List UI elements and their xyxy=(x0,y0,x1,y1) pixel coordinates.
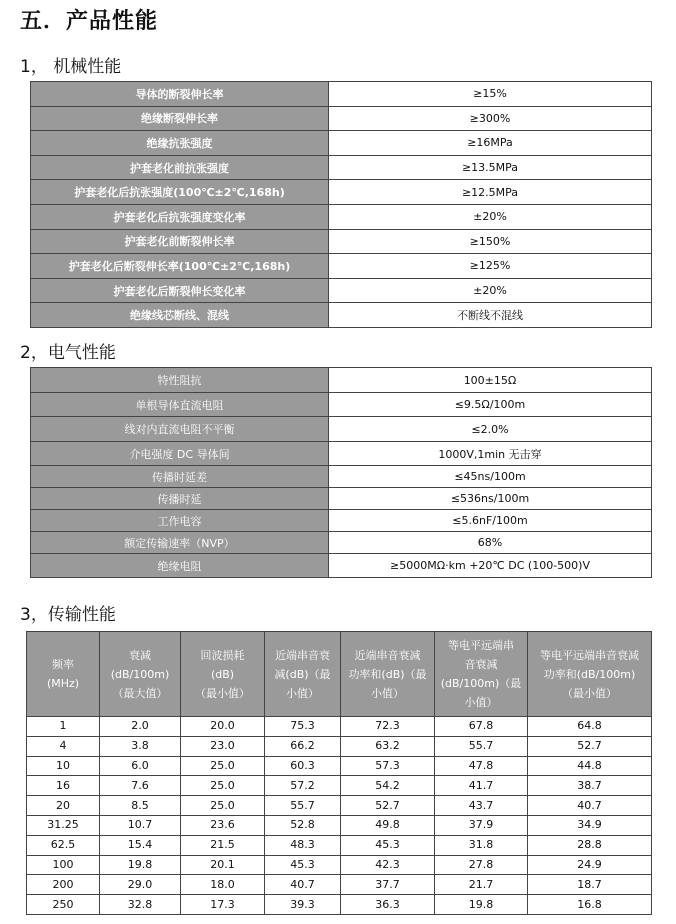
table-cell: 49.8 xyxy=(341,815,435,835)
table-row xyxy=(31,554,652,578)
table-cell: 16.8 xyxy=(528,895,652,915)
property-label: 工作电容 xyxy=(31,510,329,532)
table-row xyxy=(31,532,652,554)
table-cell: 34.9 xyxy=(528,815,652,835)
table-cell: 20.1 xyxy=(181,855,265,875)
table-row xyxy=(31,106,652,131)
table-row xyxy=(27,776,652,796)
table-cell: 23.0 xyxy=(181,736,265,756)
column-header-line: 小值） xyxy=(371,686,404,700)
table-cell: 25.0 xyxy=(181,796,265,816)
table-cell: 25.0 xyxy=(181,756,265,776)
column-header xyxy=(528,632,652,717)
table-cell: 66.2 xyxy=(265,736,341,756)
property-value: ≤5.6nF/100m xyxy=(329,510,652,532)
table-cell: 57.2 xyxy=(265,776,341,796)
electrical-table xyxy=(30,367,652,578)
column-header xyxy=(100,632,181,717)
table-row xyxy=(27,835,652,855)
table-cell: 200 xyxy=(27,875,100,895)
table-cell: 20 xyxy=(27,796,100,816)
column-header-line: 小值） xyxy=(286,686,319,700)
property-value: ≤2.0% xyxy=(329,417,652,442)
table-cell: 63.2 xyxy=(341,736,435,756)
table-cell: 10.7 xyxy=(100,815,181,835)
table-cell: 29.0 xyxy=(100,875,181,895)
table-row xyxy=(27,796,652,816)
property-label: 护套老化后抗张强度变化率 xyxy=(31,204,329,229)
column-header-line: (MHz) xyxy=(46,677,80,690)
property-value: ≥15% xyxy=(329,82,652,107)
table-cell: 6.0 xyxy=(100,756,181,776)
page-title: 五．产品性能 xyxy=(20,9,159,34)
mechanical-table xyxy=(30,81,652,328)
table-row xyxy=(31,442,652,466)
table-cell: 52.7 xyxy=(528,736,652,756)
table-cell: 7.6 xyxy=(100,776,181,796)
table-cell: 31.25 xyxy=(27,815,100,835)
property-value: ≥125% xyxy=(329,254,652,279)
table-row xyxy=(31,488,652,510)
table-row xyxy=(27,855,652,875)
table-cell: 45.3 xyxy=(265,855,341,875)
transmission-table xyxy=(26,631,652,915)
property-value: ≥13.5MPa xyxy=(329,155,652,180)
table-cell: 27.8 xyxy=(435,855,528,875)
table-cell: 43.7 xyxy=(435,796,528,816)
column-header xyxy=(435,632,528,717)
table-cell: 16 xyxy=(27,776,100,796)
column-header xyxy=(181,632,265,717)
table-row xyxy=(31,368,652,393)
table-cell: 18.7 xyxy=(528,875,652,895)
column-header-line: 回波损耗 xyxy=(200,648,245,662)
table-cell: 20.0 xyxy=(181,717,265,737)
column-header-line: 等电平远端串 xyxy=(448,639,514,652)
table-row xyxy=(31,303,652,328)
property-label: 传播时延差 xyxy=(31,466,329,488)
property-value: ≤536ns/100m xyxy=(329,488,652,510)
table-cell: 40.7 xyxy=(265,875,341,895)
property-value: ≥16MPa xyxy=(329,131,652,156)
table-cell: 25.0 xyxy=(181,776,265,796)
table-row xyxy=(27,756,652,776)
table-cell: 100 xyxy=(27,855,100,875)
table-row xyxy=(31,180,652,205)
property-label: 护套老化前抗张强度 xyxy=(31,155,329,180)
column-header-line: (dB/100m)（最 xyxy=(440,677,522,690)
property-value: ≥12.5MPa xyxy=(329,180,652,205)
table-cell: 15.4 xyxy=(100,835,181,855)
property-label: 传播时延 xyxy=(31,488,329,510)
table-cell: 62.5 xyxy=(27,835,100,855)
table-cell: 41.7 xyxy=(435,776,528,796)
table-row xyxy=(31,510,652,532)
property-value: ≥150% xyxy=(329,229,652,254)
table-cell: 55.7 xyxy=(435,736,528,756)
column-header xyxy=(341,632,435,717)
table-cell: 31.8 xyxy=(435,835,528,855)
table-cell: 32.8 xyxy=(100,895,181,915)
column-header-line: (dB/100m) xyxy=(110,667,170,681)
table-cell: 21.5 xyxy=(181,835,265,855)
property-value: ≥5000MΩ·km +20℃ DC (100-500)V xyxy=(329,554,652,578)
table-row xyxy=(31,393,652,417)
table-row xyxy=(31,278,652,303)
table-cell: 48.3 xyxy=(265,835,341,855)
table-cell: 18.0 xyxy=(181,875,265,895)
column-header-line: 近端串音衰 xyxy=(275,648,330,662)
table-cell: 64.8 xyxy=(528,717,652,737)
table-cell: 44.8 xyxy=(528,756,652,776)
table-cell: 39.3 xyxy=(265,895,341,915)
table-row xyxy=(31,229,652,254)
property-value: ≤45ns/100m xyxy=(329,466,652,488)
property-value: 68% xyxy=(329,532,652,554)
table-row xyxy=(27,895,652,915)
table-cell: 72.3 xyxy=(341,717,435,737)
electrical-heading: 2，电气性能 xyxy=(20,343,116,363)
table-cell: 10 xyxy=(27,756,100,776)
property-label: 绝缘抗张强度 xyxy=(31,131,329,156)
table-cell: 250 xyxy=(27,895,100,915)
table-cell: 54.2 xyxy=(341,776,435,796)
property-value: ≤9.5Ω/100m xyxy=(329,393,652,417)
mechanical-heading: 1， 机械性能 xyxy=(20,57,122,77)
column-header-line: 衰减 xyxy=(129,648,151,662)
table-row xyxy=(31,131,652,156)
property-value: ±20% xyxy=(329,278,652,303)
table-cell: 19.8 xyxy=(435,895,528,915)
transmission-heading: 3，传输性能 xyxy=(20,605,116,625)
table-cell: 37.7 xyxy=(341,875,435,895)
property-value: 1000V,1min 无击穿 xyxy=(329,442,652,466)
column-header xyxy=(265,632,341,717)
table-cell: 42.3 xyxy=(341,855,435,875)
table-cell: 3.8 xyxy=(100,736,181,756)
property-value: ≥300% xyxy=(329,106,652,131)
table-cell: 55.7 xyxy=(265,796,341,816)
property-value: ±20% xyxy=(329,204,652,229)
table-cell: 38.7 xyxy=(528,776,652,796)
table-cell: 1 xyxy=(27,717,100,737)
table-cell: 36.3 xyxy=(341,895,435,915)
column-header-line: 等电平远端串音衰减 xyxy=(540,648,639,662)
table-row xyxy=(31,466,652,488)
table-row xyxy=(31,155,652,180)
table-cell: 60.3 xyxy=(265,756,341,776)
column-header-line: （最小值） xyxy=(195,686,250,700)
column-header-line: 近端串音衰减 xyxy=(354,648,421,662)
property-label: 单根导体直流电阻 xyxy=(31,393,329,417)
column-header-line: (dB) xyxy=(210,667,235,681)
table-cell: 52.8 xyxy=(265,815,341,835)
column-header-line: （最小值） xyxy=(562,686,617,700)
column-header xyxy=(27,632,100,717)
property-label: 护套老化前断裂伸长率 xyxy=(31,229,329,254)
table-cell: 47.8 xyxy=(435,756,528,776)
table-cell: 8.5 xyxy=(100,796,181,816)
property-label: 绝缘电阻 xyxy=(31,554,329,578)
column-header-line: 功率和(dB/100m) xyxy=(543,667,636,681)
property-label: 护套老化后断裂伸长率(100℃±2℃,168h) xyxy=(31,254,329,279)
table-cell: 57.3 xyxy=(341,756,435,776)
property-label: 绝缘断裂伸长率 xyxy=(31,106,329,131)
table-cell: 23.6 xyxy=(181,815,265,835)
column-header-line: 小值） xyxy=(464,696,498,709)
table-cell: 75.3 xyxy=(265,717,341,737)
table-row xyxy=(31,204,652,229)
property-label: 额定传输速率（NVP） xyxy=(31,532,329,554)
table-cell: 52.7 xyxy=(341,796,435,816)
table-row xyxy=(27,736,652,756)
property-label: 介电强度 DC 导体间 xyxy=(31,442,329,466)
property-label: 导体的断裂伸长率 xyxy=(31,82,329,107)
table-cell: 21.7 xyxy=(435,875,528,895)
table-cell: 4 xyxy=(27,736,100,756)
column-header-line: 音衰减 xyxy=(464,658,498,671)
property-label: 特性阻抗 xyxy=(31,368,329,393)
table-row xyxy=(27,717,652,737)
table-cell: 19.8 xyxy=(100,855,181,875)
column-header-line: 功率和(dB)（最 xyxy=(348,667,427,681)
property-label: 绝缘线芯断线、混线 xyxy=(31,303,329,328)
property-value: 100±15Ω xyxy=(329,368,652,393)
table-cell: 2.0 xyxy=(100,717,181,737)
column-header-line: 频率 xyxy=(52,658,74,671)
table-row xyxy=(27,815,652,835)
table-cell: 17.3 xyxy=(181,895,265,915)
table-cell: 37.9 xyxy=(435,815,528,835)
table-cell: 40.7 xyxy=(528,796,652,816)
table-row xyxy=(31,254,652,279)
column-header-line: （最大值） xyxy=(112,686,168,700)
property-label: 护套老化后断裂伸长变化率 xyxy=(31,278,329,303)
property-value: 不断线不混线 xyxy=(329,303,652,328)
table-row xyxy=(31,82,652,107)
column-header-line: 减(dB)（最 xyxy=(274,667,331,681)
property-label: 护套老化后抗张强度(100℃±2℃,168h) xyxy=(31,180,329,205)
table-row xyxy=(31,417,652,442)
property-label: 线对内直流电阻不平衡 xyxy=(31,417,329,442)
table-cell: 45.3 xyxy=(341,835,435,855)
table-cell: 24.9 xyxy=(528,855,652,875)
table-cell: 28.8 xyxy=(528,835,652,855)
table-row xyxy=(27,875,652,895)
table-cell: 67.8 xyxy=(435,717,528,737)
